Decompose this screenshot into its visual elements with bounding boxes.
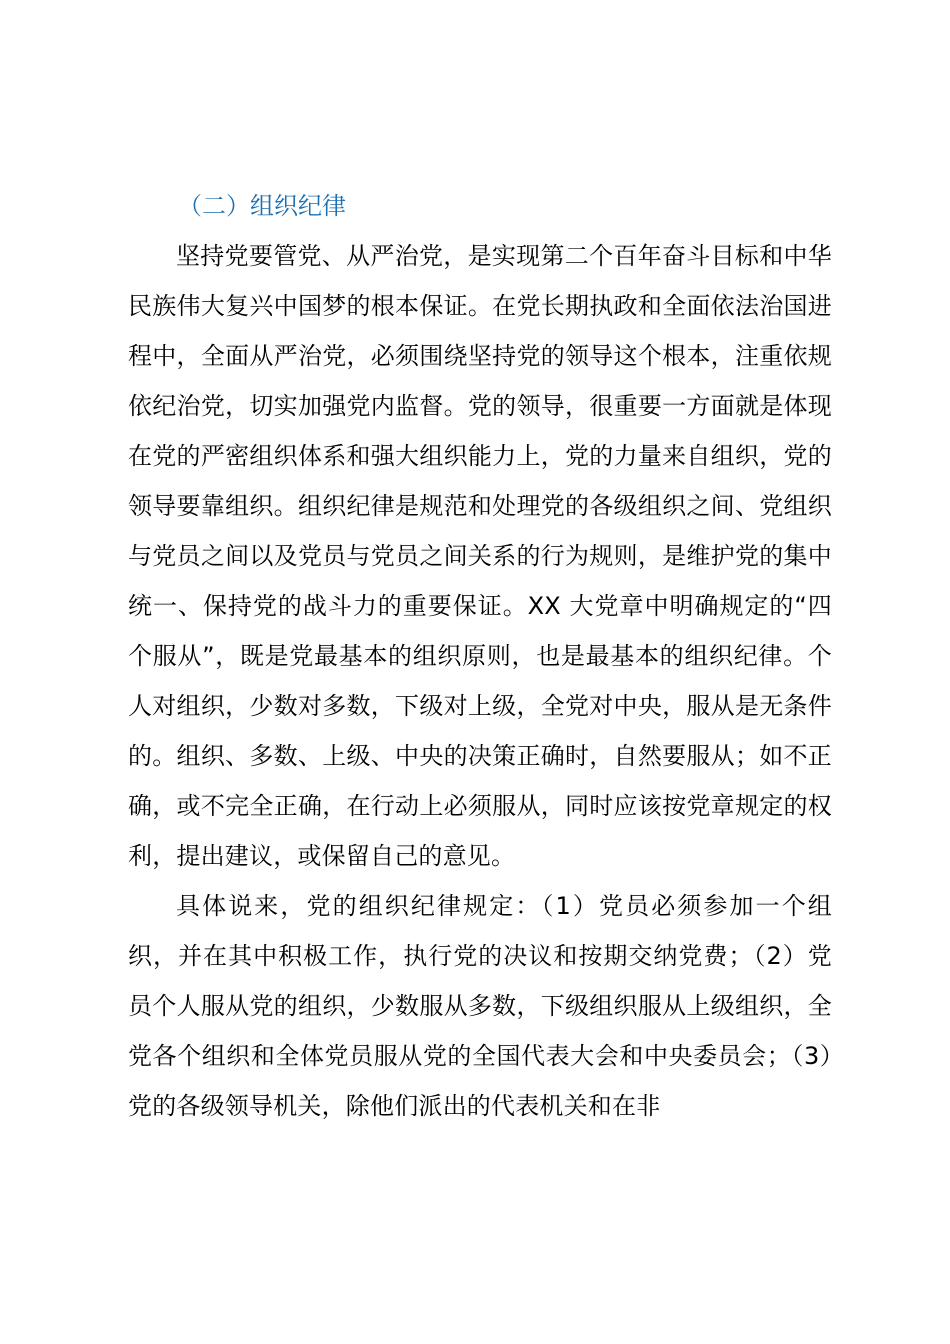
- document-body: [128, 182, 832, 1131]
- section-heading: （二）组织纪律: [178, 192, 346, 220]
- body-paragraph-1: 坚持党要管党、从严治党，是实现第二个百年奋斗目标和中华民族伟大复兴中国梦的根本保证。在党长期执政和全面依法治国进程中，全面从严治党，必须围绕坚持党的领导这个根本，注重依规依纪治党，切实加强党内监督。党的领导，很重要一方面就是体现在党的严密组织体系和强大组织能力上，党的力量来自组织，党的领导要靠组织。组织纪律是规范和处理党的各级组织之间、党组织与党员之间以及党员与党员之间关系的行为规则，是维护党的集中统一、保持党的战斗力的重要保证。XX 大党章中明确规定的“四个服从”，既是党最基本的组织原则，也是最基本的组织纪律。个人对组织，少数对多数，下级对上级，全党对中央，服从是无条件的。组织、多数、上级、中央的决策正确时，自然要服从；如不正确，或不完全正确，在行动上必须服从，同时应该按党章规定的权利，提出建议，或保留自己的意见。: [128, 242, 832, 870]
- body-paragraph-2: 具体说来，党的组织纪律规定：（1）党员必须参加一个组织，并在其中积极工作，执行党的决议和按期交纳党费；（2）党员个人服从党的组织，少数服从多数，下级组织服从上级组织，全党各个组织和全体党员服从党的全国代表大会和中央委员会；（3）党的各级领导机关，除他们派出的代表机关和在非: [128, 892, 832, 1120]
